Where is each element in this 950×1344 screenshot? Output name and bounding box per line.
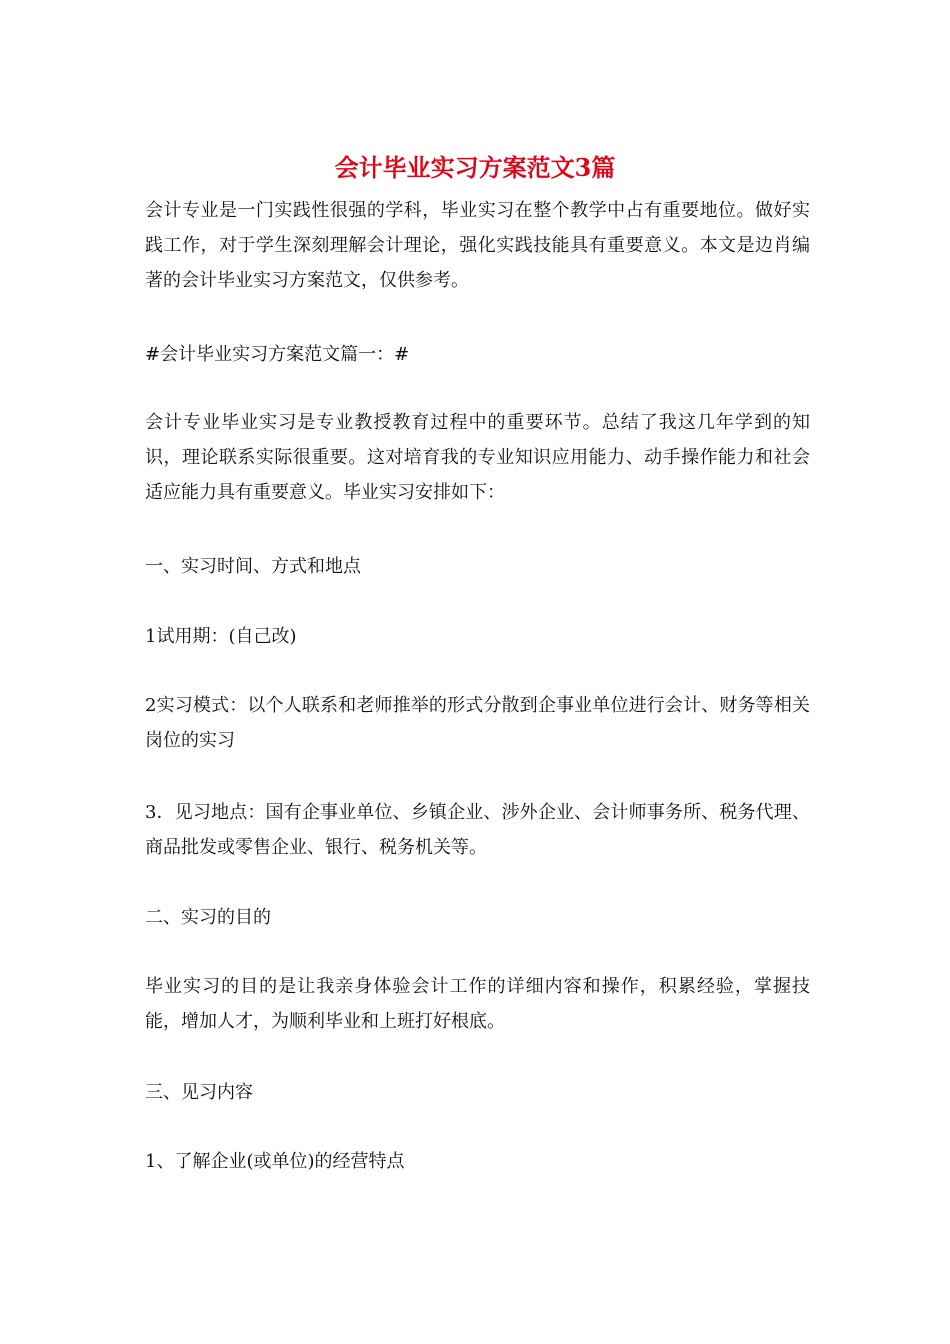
list-item-internship-location: 3．见习地点：国有企事业单位、乡镇企业、涉外企业、会计师事务所、税务代理、商品批发或零售企业、银行、税务机关等。 [145,802,810,858]
section-heading-content: 三、见习内容 [145,1082,253,1103]
list-item-understand-business: 1、了解企业(或单位)的经营特点 [145,1151,405,1172]
document-title: 会计毕业实习方案范文3篇 [334,153,616,182]
section-heading-part-one: #会计毕业实习方案范文篇一：# [145,344,410,365]
list-item-trial-period: 1试用期：(自己改) [145,626,297,647]
intro-paragraph: 会计专业是一门实践性很强的学科，毕业实习在整个教学中占有重要地位。做好实践工作，对于学生深刻理解会计理论，强化实践技能具有重要意义。本文是边肖编著的会计毕业实习方案范文，仅供参考。 [145,200,810,291]
list-item-internship-mode: 2实习模式：以个人联系和老师推举的形式分散到企事业单位进行会计、财务等相关岗位的实习 [145,695,810,751]
section-heading-time-method-place: 一、实习时间、方式和地点 [145,556,361,577]
body-paragraph: 会计专业毕业实习是专业教授教育过程中的重要环节。总结了我这几年学到的知识，理论联系实际很重要。这对培育我的专业知识应用能力、动手操作能力和社会适应能力具有重要意义。毕业实习安排如下： [145,412,810,503]
body-paragraph-purpose: 毕业实习的目的是让我亲身体验会计工作的详细内容和操作，积累经验，掌握技能，增加人才，为顺利毕业和上班打好根底。 [145,976,810,1032]
section-heading-purpose: 二、实习的目的 [145,907,271,928]
